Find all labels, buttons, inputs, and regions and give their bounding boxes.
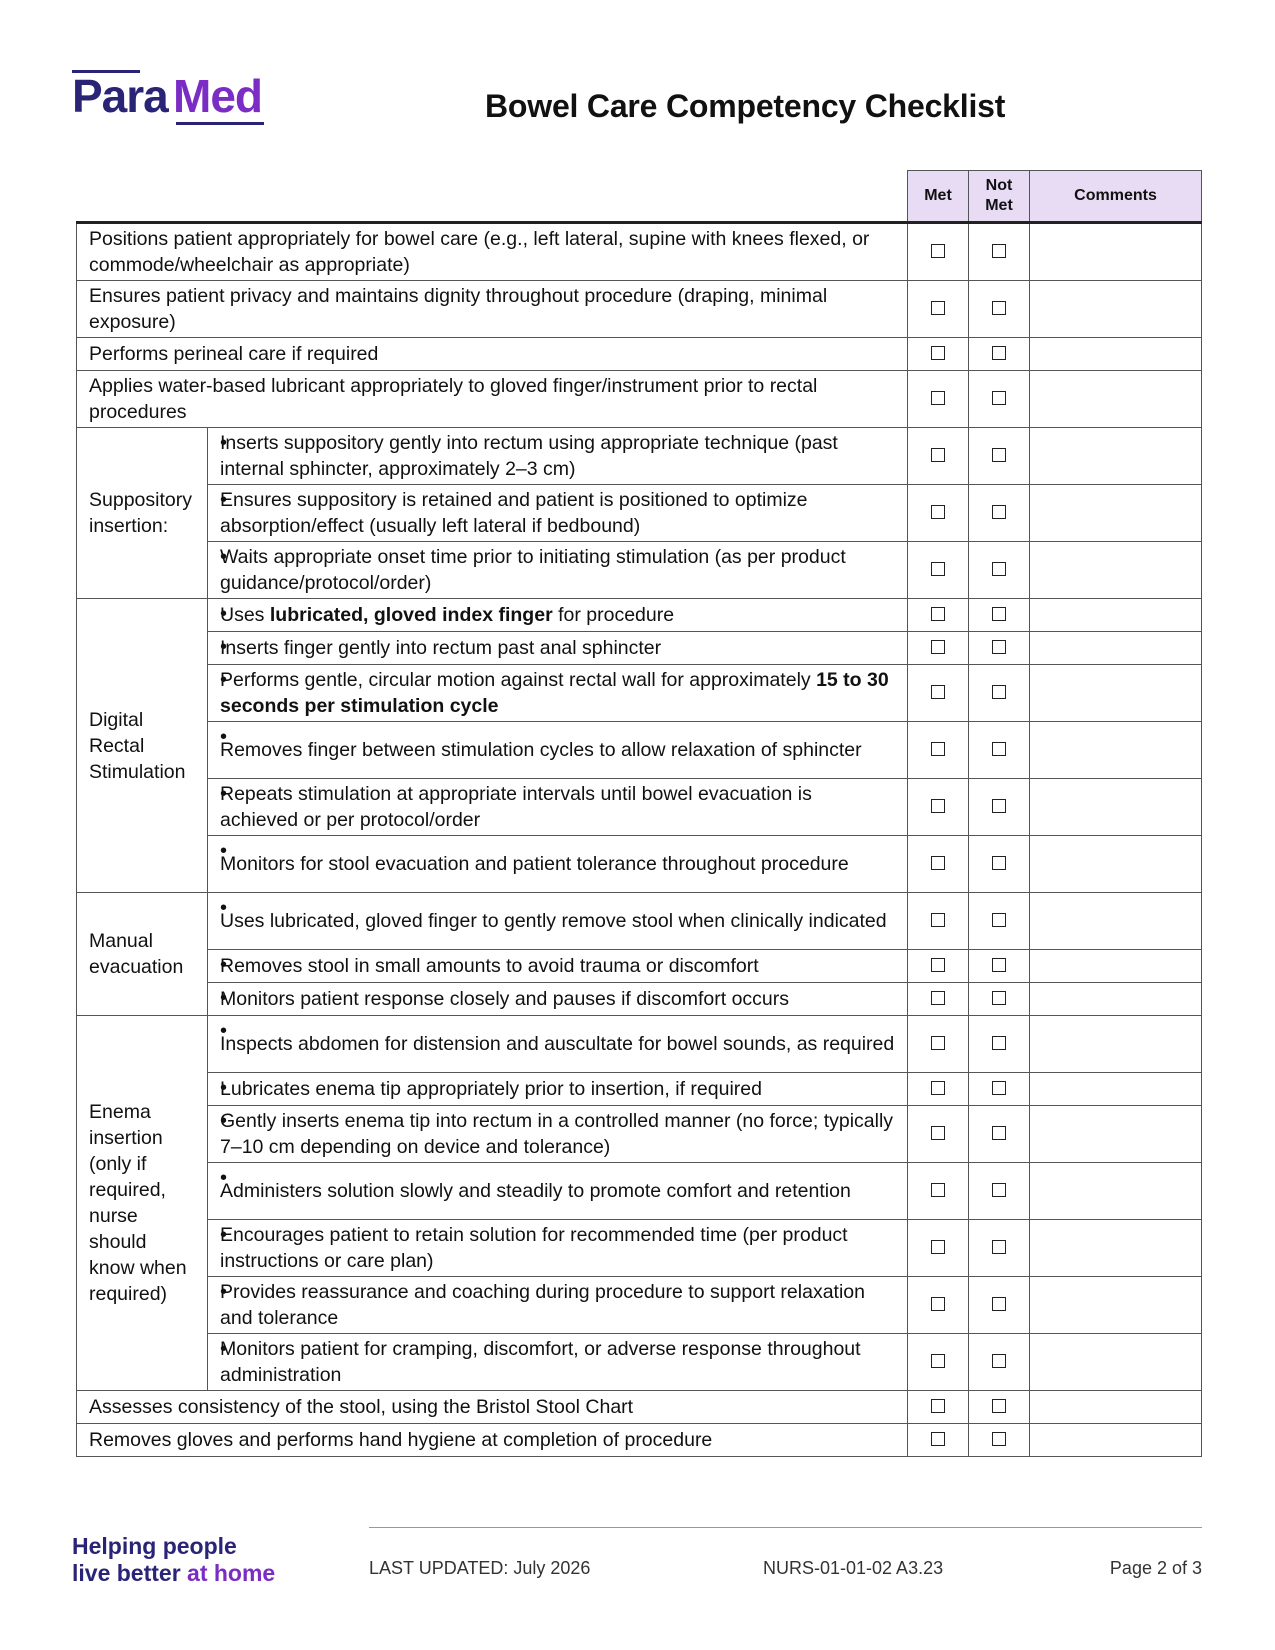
comments-cell[interactable]	[1030, 223, 1202, 281]
met-checkbox[interactable]	[908, 983, 969, 1016]
table-row	[77, 1220, 1202, 1277]
checkbox-icon	[992, 799, 1006, 813]
met-checkbox[interactable]	[908, 599, 969, 632]
checkbox-icon	[992, 448, 1006, 462]
comments-cell[interactable]	[1030, 371, 1202, 428]
met-checkbox[interactable]	[908, 893, 969, 950]
met-checkbox[interactable]	[908, 338, 969, 371]
item-text-bold: 15 to 30 seconds per stimulation cycle	[220, 669, 889, 717]
footer-divider	[369, 1527, 1202, 1528]
not-met-checkbox[interactable]	[969, 665, 1030, 722]
tagline-line-1: Helping people	[72, 1533, 237, 1559]
paramed-logo	[72, 68, 272, 132]
checkbox-icon	[931, 1354, 945, 1368]
checkbox-icon	[931, 391, 945, 405]
checkbox-icon	[992, 1399, 1006, 1413]
not-met-checkbox[interactable]	[969, 836, 1030, 893]
checkbox-icon	[931, 1240, 945, 1254]
checkbox-icon	[931, 1081, 945, 1095]
checkbox-icon	[992, 1126, 1006, 1140]
not-met-checkbox[interactable]	[969, 779, 1030, 836]
item-text: • Removes stool in small amounts to avoid trauma or discomfort	[208, 950, 908, 983]
table-row	[77, 281, 1202, 338]
met-checkbox[interactable]	[908, 1277, 969, 1334]
item-text: • Gently inserts enema tip into rectum in a controlled manner (no force; typically 7–10 cm depending on device and tolerance)	[208, 1106, 908, 1163]
table-row	[77, 338, 1202, 371]
checkbox-icon	[992, 742, 1006, 756]
table-row	[77, 1163, 1202, 1220]
item-text: • Provides reassurance and coaching during procedure to support relaxation and tolerance	[208, 1277, 908, 1334]
tagline-line-2	[72, 1560, 275, 1587]
not-met-checkbox[interactable]	[969, 1073, 1030, 1106]
met-checkbox[interactable]	[908, 779, 969, 836]
header-not-met: Not Met	[969, 171, 1030, 223]
met-checkbox[interactable]	[908, 371, 969, 428]
not-met-checkbox[interactable]	[969, 1334, 1030, 1391]
not-met-checkbox[interactable]	[969, 1391, 1030, 1424]
group-label-manual: Manual evacuation	[77, 893, 208, 1016]
not-met-checkbox[interactable]	[969, 1016, 1030, 1073]
item-text-part: for procedure	[552, 604, 675, 626]
comments-cell[interactable]	[1030, 722, 1202, 779]
checkbox-icon	[931, 1036, 945, 1050]
checkbox-icon	[992, 913, 1006, 927]
checkbox-icon	[992, 958, 1006, 972]
item-text: • Ensures suppository is retained and patient is positioned to optimize absorption/effect (usually left lateral if bedbound)	[208, 485, 908, 542]
met-checkbox[interactable]	[908, 1424, 969, 1457]
checkbox-icon	[992, 856, 1006, 870]
comments-cell[interactable]	[1030, 632, 1202, 665]
checkbox-icon	[992, 991, 1006, 1005]
met-checkbox[interactable]	[908, 485, 969, 542]
comments-cell[interactable]	[1030, 1277, 1202, 1334]
comments-cell[interactable]	[1030, 1220, 1202, 1277]
table-row	[77, 779, 1202, 836]
table-row	[77, 950, 1202, 983]
met-checkbox[interactable]	[908, 281, 969, 338]
item-text: Applies water-based lubricant appropriately to gloved finger/instrument prior to rectal procedures	[77, 371, 908, 428]
met-checkbox[interactable]	[908, 722, 969, 779]
not-met-checkbox[interactable]	[969, 338, 1030, 371]
checkbox-icon	[992, 640, 1006, 654]
table-row	[77, 485, 1202, 542]
not-met-checkbox[interactable]	[969, 371, 1030, 428]
item-text	[208, 665, 908, 722]
item-text: • Repeats stimulation at appropriate intervals until bowel evacuation is achieved or per protocol/order	[208, 779, 908, 836]
met-checkbox[interactable]	[908, 1334, 969, 1391]
checkbox-icon	[992, 1432, 1006, 1446]
item-text: • Inserts finger gently into rectum past anal sphincter	[208, 632, 908, 665]
table-row	[77, 428, 1202, 485]
met-checkbox[interactable]	[908, 1106, 969, 1163]
comments-cell[interactable]	[1030, 1106, 1202, 1163]
not-met-checkbox[interactable]	[969, 632, 1030, 665]
table-row	[77, 223, 1202, 281]
item-text: • Inserts suppository gently into rectum using appropriate technique (past internal sphincter, approximately 2–3 cm)	[208, 428, 908, 485]
comments-cell[interactable]	[1030, 1163, 1202, 1220]
comments-cell[interactable]	[1030, 1424, 1202, 1457]
met-checkbox[interactable]	[908, 223, 969, 281]
item-text: • Uses lubricated, gloved finger to gently remove stool when clinically indicated	[208, 893, 908, 950]
item-text: • Administers solution slowly and steadily to promote comfort and retention	[208, 1163, 908, 1220]
not-met-checkbox[interactable]	[969, 1220, 1030, 1277]
comments-cell[interactable]	[1030, 893, 1202, 950]
item-text-part: Performs gentle, circular motion against rectal wall for approximately	[220, 669, 817, 691]
document-code: NURS-01-01-02 A3.23	[763, 1558, 944, 1578]
item-text: • Monitors patient for cramping, discomfort, or adverse response throughout administration	[208, 1334, 908, 1391]
checkbox-icon	[992, 244, 1006, 258]
table-header-row	[77, 171, 1202, 223]
svg-text:Med: Med	[173, 70, 262, 122]
checkbox-icon	[931, 1126, 945, 1140]
not-met-checkbox[interactable]	[969, 428, 1030, 485]
comments-cell[interactable]	[1030, 428, 1202, 485]
comments-cell[interactable]	[1030, 836, 1202, 893]
checkbox-icon	[931, 1432, 945, 1446]
comments-cell[interactable]	[1030, 950, 1202, 983]
checkbox-icon	[992, 505, 1006, 519]
met-checkbox[interactable]	[908, 1163, 969, 1220]
header-blank	[77, 171, 908, 223]
table-row	[77, 665, 1202, 722]
item-text-part: Uses	[220, 604, 270, 626]
group-label-digital: Digital Rectal Stimulation	[77, 599, 208, 893]
table-row	[77, 599, 1202, 632]
item-text: • Lubricates enema tip appropriately prior to insertion, if required	[208, 1073, 908, 1106]
checkbox-icon	[931, 799, 945, 813]
not-met-checkbox[interactable]	[969, 950, 1030, 983]
checkbox-icon	[992, 562, 1006, 576]
not-met-checkbox[interactable]	[969, 1163, 1030, 1220]
item-text: Removes gloves and performs hand hygiene at completion of procedure	[77, 1424, 908, 1457]
competency-table	[76, 170, 1202, 1457]
not-met-checkbox[interactable]	[969, 485, 1030, 542]
tagline-text: live better	[72, 1560, 188, 1586]
item-text: Ensures patient privacy and maintains dignity throughout procedure (draping, minimal exposure)	[77, 281, 908, 338]
met-checkbox[interactable]	[908, 836, 969, 893]
page-number: Page 2 of 3	[1109, 1558, 1202, 1578]
comments-cell[interactable]	[1030, 665, 1202, 722]
item-text: • Removes finger between stimulation cycles to allow relaxation of sphincter	[208, 722, 908, 779]
checkbox-icon	[931, 958, 945, 972]
footer-tagline	[72, 1533, 275, 1587]
item-text: • Monitors patient response closely and pauses if discomfort occurs	[208, 983, 908, 1016]
table-row	[77, 371, 1202, 428]
comments-cell[interactable]	[1030, 542, 1202, 599]
checkbox-icon	[992, 1354, 1006, 1368]
item-text: • Inspects abdomen for distension and auscultate for bowel sounds, as required	[208, 1016, 908, 1073]
checkbox-icon	[992, 346, 1006, 360]
last-updated: LAST UPDATED: July 2026	[369, 1558, 591, 1578]
table-row	[77, 1391, 1202, 1424]
not-met-checkbox[interactable]	[969, 1277, 1030, 1334]
comments-cell[interactable]	[1030, 1391, 1202, 1424]
met-checkbox[interactable]	[908, 542, 969, 599]
checkbox-icon	[931, 448, 945, 462]
comments-cell[interactable]	[1030, 983, 1202, 1016]
comments-cell[interactable]	[1030, 485, 1202, 542]
tagline-accent: at home	[187, 1560, 276, 1586]
met-checkbox[interactable]	[908, 632, 969, 665]
table-row	[77, 1334, 1202, 1391]
checkbox-icon	[992, 1081, 1006, 1095]
comments-cell[interactable]	[1030, 281, 1202, 338]
comments-cell[interactable]	[1030, 1016, 1202, 1073]
checkbox-icon	[931, 346, 945, 360]
table-row	[77, 983, 1202, 1016]
checkbox-icon	[931, 856, 945, 870]
item-text: • Encourages patient to retain solution for recommended time (per product instructions or care plan)	[208, 1220, 908, 1277]
not-met-checkbox[interactable]	[969, 722, 1030, 779]
not-met-checkbox[interactable]	[969, 1106, 1030, 1163]
checkbox-icon	[992, 1036, 1006, 1050]
met-checkbox[interactable]	[908, 428, 969, 485]
met-checkbox[interactable]	[908, 1220, 969, 1277]
met-checkbox[interactable]	[908, 1391, 969, 1424]
met-checkbox[interactable]	[908, 1016, 969, 1073]
not-met-checkbox[interactable]	[969, 542, 1030, 599]
table-row	[77, 722, 1202, 779]
checkbox-icon	[931, 685, 945, 699]
checkbox-icon	[992, 1297, 1006, 1311]
table-row	[77, 632, 1202, 665]
checkbox-icon	[931, 991, 945, 1005]
checkbox-icon	[931, 1399, 945, 1413]
comments-cell[interactable]	[1030, 338, 1202, 371]
item-text: • Waits appropriate onset time prior to initiating stimulation (as per product guidance/protocol/order)	[208, 542, 908, 599]
checkbox-icon	[992, 1240, 1006, 1254]
item-text: • Monitors for stool evacuation and patient tolerance throughout procedure	[208, 836, 908, 893]
checkbox-icon	[931, 301, 945, 315]
checkbox-icon	[931, 913, 945, 927]
comments-cell[interactable]	[1030, 599, 1202, 632]
checkbox-icon	[992, 1183, 1006, 1197]
table-row	[77, 1277, 1202, 1334]
not-met-checkbox[interactable]	[969, 223, 1030, 281]
met-checkbox[interactable]	[908, 665, 969, 722]
svg-text:Para: Para	[72, 70, 168, 122]
table-row	[77, 1424, 1202, 1457]
table-row	[77, 1106, 1202, 1163]
checkbox-icon	[992, 391, 1006, 405]
met-checkbox[interactable]	[908, 1073, 969, 1106]
comments-cell[interactable]	[1030, 1334, 1202, 1391]
checkbox-icon	[931, 1297, 945, 1311]
checkbox-icon	[931, 640, 945, 654]
table-row	[77, 542, 1202, 599]
checkbox-icon	[931, 742, 945, 756]
item-text-bold: lubricated, gloved index finger	[269, 604, 553, 626]
comments-cell[interactable]	[1030, 1073, 1202, 1106]
checkbox-icon	[992, 607, 1006, 621]
header-comments: Comments	[1030, 171, 1202, 223]
table-row	[77, 1073, 1202, 1106]
checkbox-icon	[931, 562, 945, 576]
group-label-enema: Enema insertion (only if required, nurse should know when required)	[77, 1016, 208, 1391]
item-text: Positions patient appropriately for bowel care (e.g., left lateral, supine with knees flexed, or commode/wheelchair as appropriate)	[77, 223, 908, 281]
not-met-checkbox[interactable]	[969, 1424, 1030, 1457]
page-title: Bowel Care Competency Checklist	[485, 88, 1006, 124]
not-met-checkbox[interactable]	[969, 599, 1030, 632]
met-checkbox[interactable]	[908, 950, 969, 983]
checkbox-icon	[992, 301, 1006, 315]
checkbox-icon	[992, 685, 1006, 699]
not-met-checkbox[interactable]	[969, 983, 1030, 1016]
item-text: Performs perineal care if required	[77, 338, 908, 371]
table-row	[77, 836, 1202, 893]
comments-cell[interactable]	[1030, 779, 1202, 836]
not-met-checkbox[interactable]	[969, 893, 1030, 950]
group-label-suppository: Suppository insertion:	[77, 428, 208, 599]
checkbox-icon	[931, 505, 945, 519]
table-row	[77, 1016, 1202, 1073]
item-text: Assesses consistency of the stool, using the Bristol Stool Chart	[77, 1391, 908, 1424]
checkbox-icon	[931, 1183, 945, 1197]
not-met-checkbox[interactable]	[969, 281, 1030, 338]
checkbox-icon	[931, 244, 945, 258]
checkbox-icon	[931, 607, 945, 621]
item-text	[208, 599, 908, 632]
table-row	[77, 893, 1202, 950]
header-met: Met	[908, 171, 969, 223]
